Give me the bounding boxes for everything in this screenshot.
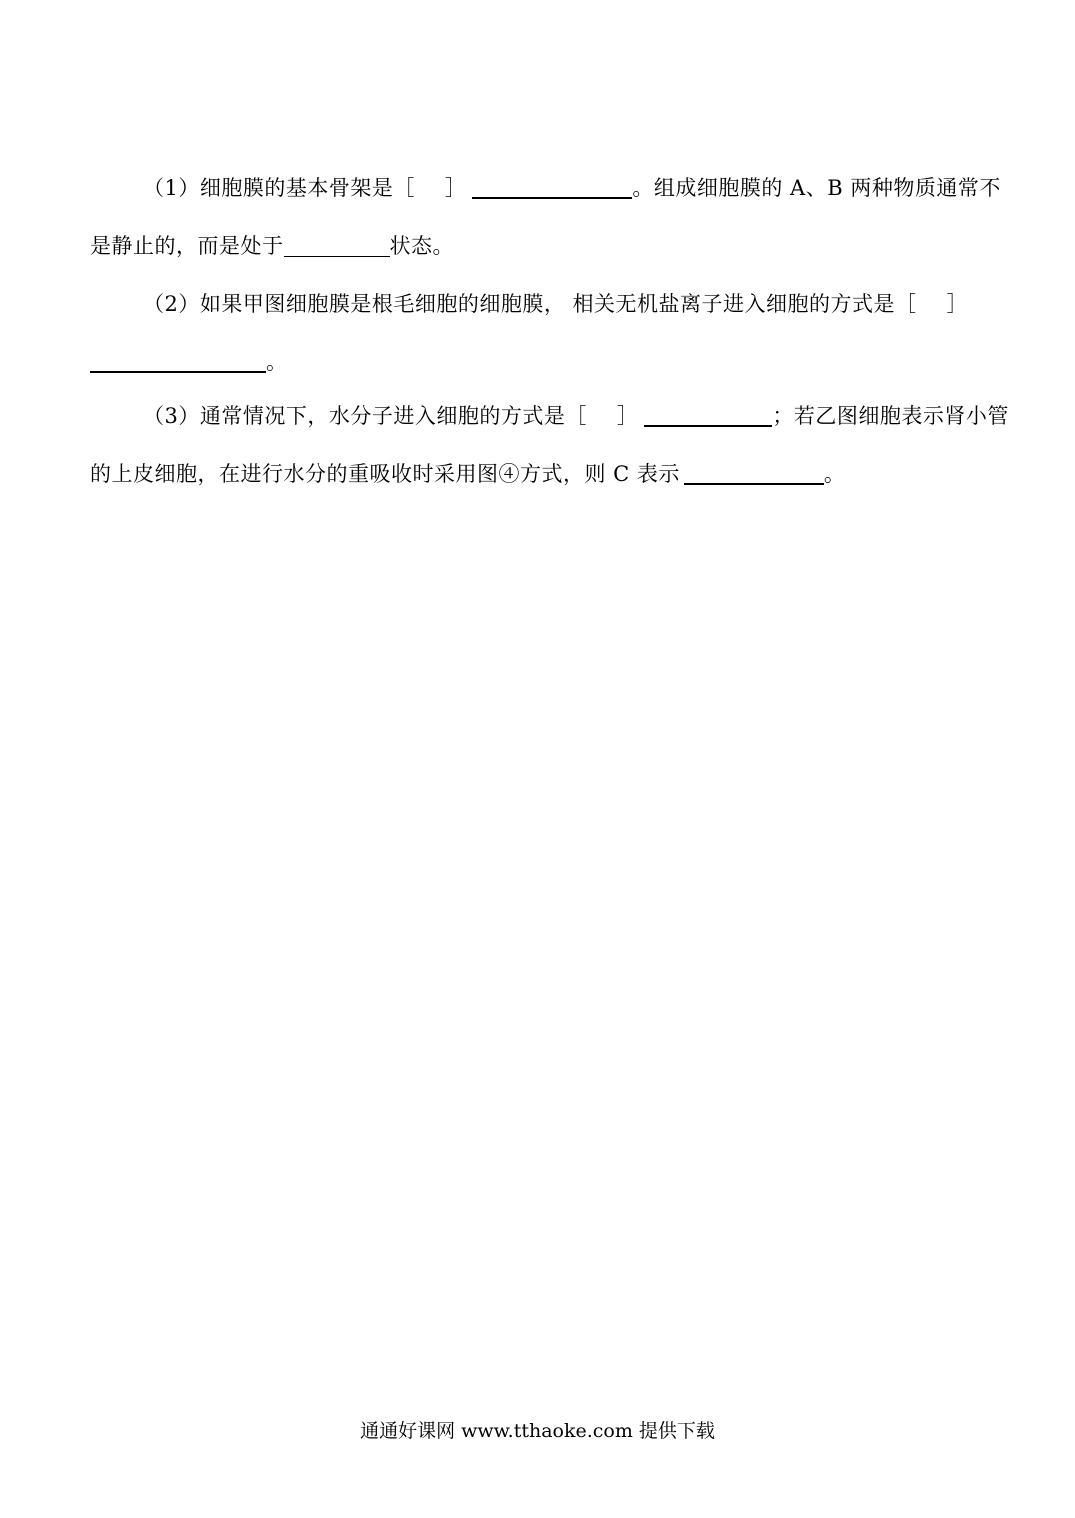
question-3-text-c: ；若乙图细胞表示肾小管 — [772, 404, 1009, 428]
question-3-text-a: （3）通常情况下，水分子进入细胞的方式是［ — [143, 404, 587, 428]
question-1-text-d: 是静止的，而是处于 — [90, 234, 284, 258]
question-3-line-1 — [143, 401, 1009, 431]
question-2-line-2 — [90, 347, 288, 377]
answer-blank[interactable] — [472, 175, 632, 199]
question-3-text-d: 的上皮细胞，在进行水分的重吸收时采用图④方式，则 C 表示 — [90, 462, 680, 486]
question-2-line-1 — [143, 289, 968, 319]
question-3-line-2 — [90, 459, 845, 489]
question-1-line-2 — [90, 231, 454, 261]
answer-blank[interactable] — [90, 349, 266, 373]
question-1-line-1 — [143, 173, 1001, 203]
question-1-text-a: （1）细胞膜的基本骨架是［ — [143, 176, 415, 200]
question-3-text-e: 。 — [823, 462, 846, 486]
answer-blank[interactable] — [644, 403, 772, 427]
question-2-text-c: 。 — [266, 350, 288, 374]
question-1-text-e: 状态。 — [389, 234, 454, 258]
answer-blank[interactable] — [284, 234, 390, 257]
question-2-text-b: ］ — [946, 292, 969, 316]
answer-blank[interactable] — [684, 461, 824, 485]
question-2-text-a: （2）如果甲图细胞膜是根毛细胞的细胞膜， 相关无机盐离子进入细胞的方式是［ — [143, 292, 917, 316]
question-1-text-c: 。组成细胞膜的 A、B 两种物质通常不 — [632, 176, 1001, 200]
page-footer: 通通好课网 www.tthaoke.com 提供下载 — [360, 1420, 715, 1442]
question-1-text-b: ］ — [444, 176, 467, 200]
question-3-text-b: ］ — [616, 404, 639, 428]
